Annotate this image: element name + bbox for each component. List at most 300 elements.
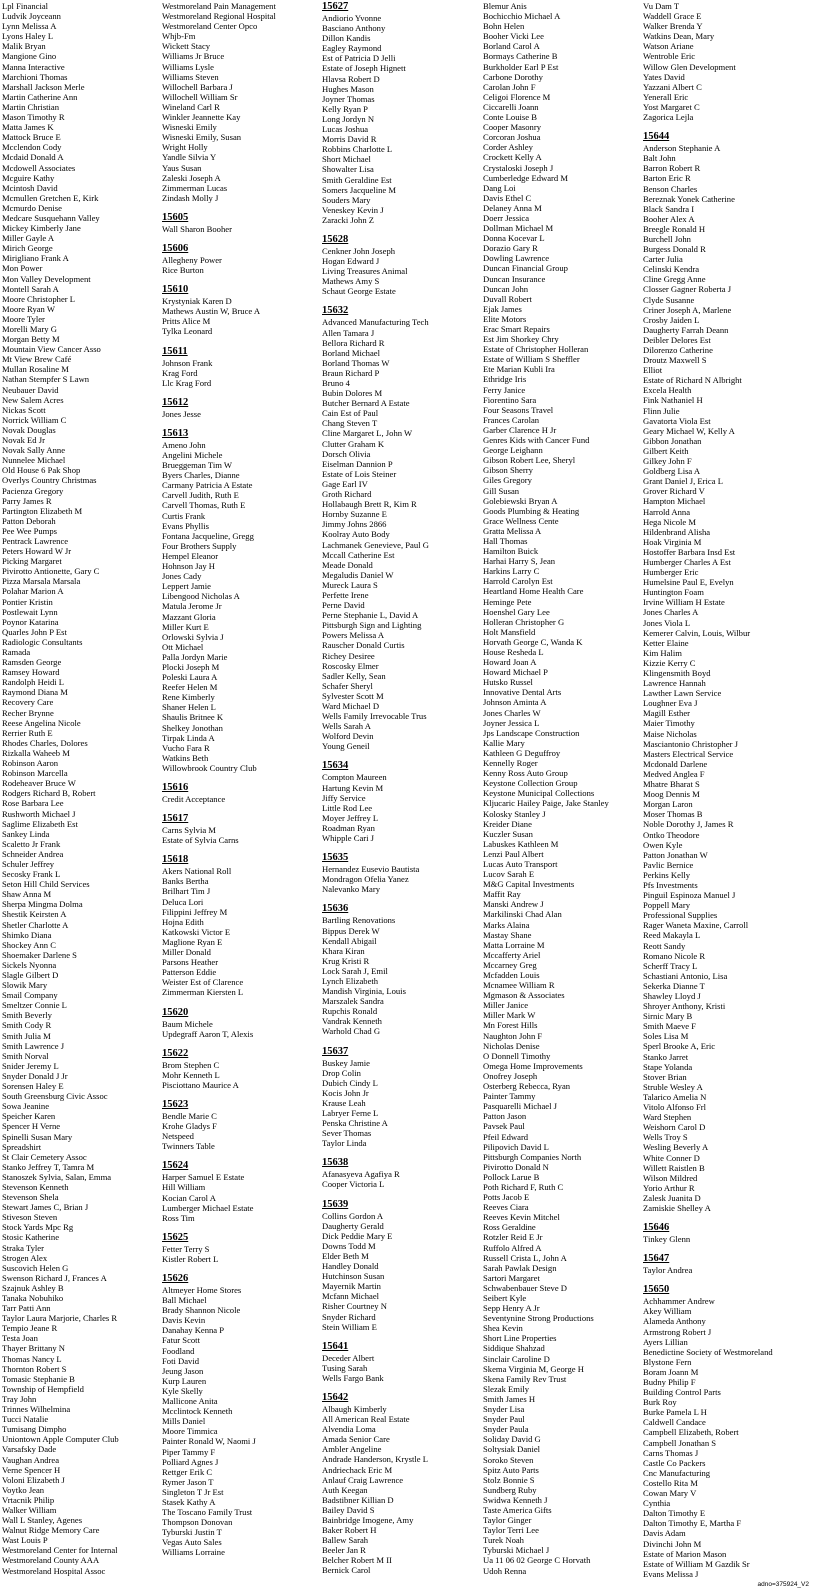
listing-name: Pisciottano Maurice A bbox=[162, 1079, 239, 1090]
listing-name: Rhodes Charles, Dolores bbox=[2, 737, 88, 748]
listing-name: Hall Thomas bbox=[483, 535, 528, 546]
listing-name: Scherff Tracy L bbox=[643, 960, 698, 971]
listing-name: Williams Lysle bbox=[162, 61, 214, 72]
listing-name: Corcoran Joshua bbox=[483, 132, 541, 143]
listing-name: Powers Melissa A bbox=[322, 630, 385, 641]
listing-name: Snyder Richard bbox=[322, 1311, 376, 1322]
zip-code-heading: 15639 bbox=[322, 1198, 349, 1210]
listing-name: Robinson Aaron bbox=[2, 758, 59, 769]
listing-name: Stolz Bonnie S bbox=[483, 1474, 535, 1485]
listing-name: Smith Cody R bbox=[2, 1020, 52, 1031]
listing-name: Jones Viola L bbox=[643, 617, 691, 628]
listing-name: Kurp Lauren bbox=[162, 1375, 207, 1386]
listing-name: Poppell Mary bbox=[643, 900, 691, 911]
listing-name: Miller Gayle A bbox=[2, 233, 55, 244]
listing-name: Perfette Irene bbox=[322, 589, 369, 600]
listing-name: Tucci Natalie bbox=[2, 1414, 49, 1425]
listing-name: Fiorentino Sara bbox=[483, 394, 537, 405]
listing-column-4 bbox=[483, 1, 641, 1576]
listing-name: Rager Waneta Maxine, Carroll bbox=[643, 920, 749, 931]
listing-name: Parsons Heather bbox=[162, 957, 219, 968]
listing-name: Magill Esther bbox=[643, 708, 691, 719]
listing-name: Ayers Lillian bbox=[643, 1336, 688, 1347]
listing-name: Souders Mary bbox=[322, 194, 371, 205]
listing-name: Cenkner John Joseph bbox=[322, 245, 396, 256]
listing-name: Maffit Ray bbox=[483, 889, 521, 900]
listing-name: Mcclendon Cody bbox=[2, 142, 62, 153]
listing-name: Giles Gregory bbox=[483, 475, 532, 486]
listing-name: Reese Angelina Nicole bbox=[2, 717, 81, 728]
listing-name: Akey William bbox=[643, 1306, 692, 1317]
listing-name: Westmoreland Regional Hospital bbox=[162, 11, 276, 22]
zip-code-heading: 15644 bbox=[643, 131, 670, 143]
listing-name: Heminge Pete bbox=[483, 596, 532, 607]
listing-name: Brady Shannon Nicole bbox=[162, 1305, 241, 1316]
listing-name: Lenzi Paul Albert bbox=[483, 848, 544, 859]
listing-name: Mountain View Cancer Asso bbox=[2, 344, 101, 355]
listing-name: Novak Ed Jr bbox=[2, 435, 45, 446]
listing-name: Randolph Heidi L bbox=[2, 677, 65, 688]
listing-name: Crockett Kelly A bbox=[483, 152, 542, 163]
listing-name: Jiffy Service bbox=[322, 792, 366, 803]
listing-name: Brueggeman Tim W bbox=[162, 460, 233, 471]
listing-name: Carolan John F bbox=[483, 81, 536, 92]
listing-name: Mccall Catherine Est bbox=[322, 549, 395, 560]
listing-name: Shelkey Jonothan bbox=[162, 722, 223, 733]
listing-name: Hughes Mason bbox=[322, 83, 374, 94]
listing-name: Seibert Kyle bbox=[483, 1293, 527, 1303]
listing-name: Joyner Thomas bbox=[322, 93, 375, 104]
listing-name: Stevenson Shela bbox=[2, 1192, 59, 1203]
listing-name: Maise Nicholas bbox=[643, 728, 697, 739]
listing-name: Pasquarelli Michael J bbox=[483, 1101, 557, 1112]
listing-name: Yazzani Albert C bbox=[643, 81, 702, 92]
listing-name: Excela Health bbox=[643, 385, 692, 396]
listing-name: Hogan Edward J bbox=[322, 256, 380, 267]
listing-name: Burk Roy bbox=[643, 1397, 677, 1408]
listing-name: Rice Burton bbox=[162, 265, 204, 276]
listing-name: Hlavsa Robert D bbox=[322, 73, 380, 84]
listing-name: Duncan Insurance bbox=[483, 273, 546, 284]
listing-name: Weishorn Carol D bbox=[643, 1122, 706, 1133]
listing-name: Pentrack Lawrence bbox=[2, 535, 69, 546]
listing-name: Walker Brenda Y bbox=[643, 21, 703, 32]
listing-name: Warhold Chad G bbox=[322, 1026, 381, 1037]
listing-name: Sartori Margaret bbox=[483, 1272, 540, 1283]
listing-name: Kreider Diane bbox=[483, 818, 532, 829]
listing-name: Droutz Maxwell S bbox=[643, 355, 707, 366]
listing-name: Wolford Devin bbox=[322, 731, 374, 742]
listing-name: Foti David bbox=[162, 1355, 200, 1366]
listing-name: Ambler Angeline bbox=[322, 1444, 382, 1455]
listing-name: Skema Virginia M, George H bbox=[483, 1363, 584, 1374]
listing-name: Elite Motors bbox=[483, 313, 527, 324]
listing-name: South Greensburg Civic Assoc bbox=[2, 1091, 108, 1102]
listing-name: Labryer Ferne L bbox=[322, 1108, 379, 1118]
listing-name: Lucas Auto Transport bbox=[483, 858, 558, 869]
listing-name: Yandle Silvia Y bbox=[162, 152, 217, 163]
listing-name: Vaughan Andrea bbox=[2, 1454, 60, 1465]
listing-name: Vitolo Alfonso Frl bbox=[643, 1102, 706, 1113]
listing-name: Ua 11 06 02 George C Horvath bbox=[483, 1555, 591, 1566]
listing-name: Slagle Gilbert D bbox=[2, 970, 59, 980]
listing-name: Mgmason & Associates bbox=[483, 990, 565, 1001]
zip-code-heading: 15635 bbox=[322, 852, 349, 864]
listing-name: Bartling Renovations bbox=[322, 915, 396, 926]
listing-name: Gilbert Keith bbox=[643, 445, 689, 456]
listing-name: Wesling Beverly A bbox=[643, 1142, 709, 1153]
listing-name: Pavsek Paul bbox=[483, 1121, 525, 1132]
listing-name: Foodland bbox=[162, 1345, 195, 1356]
listing-name: Heartland Home Health Care bbox=[483, 586, 584, 597]
listing-name: Bendle Marie C bbox=[162, 1110, 217, 1121]
listing-name: Clutter Graham K bbox=[322, 438, 385, 449]
listing-name: Daugherty Gerald bbox=[322, 1220, 384, 1231]
listing-name: Grover Richard V bbox=[643, 486, 705, 497]
listing-name: Fink Nathaniel H bbox=[643, 395, 703, 406]
listing-name: Reed Makayla L bbox=[643, 930, 701, 941]
listing-name: Straka Tyler bbox=[2, 1242, 44, 1253]
listing-name: Humberger Eric bbox=[643, 567, 699, 578]
listing-name: Ruffolo Alfred A bbox=[483, 1242, 542, 1253]
listing-name: Yorio Arthur R bbox=[643, 1182, 695, 1193]
listing-name: Martin Christian bbox=[2, 101, 60, 112]
listing-name: Mandish Virginia, Louis bbox=[322, 986, 406, 997]
listing-name: Allegheny Power bbox=[162, 254, 222, 265]
listing-name: Bruno 4 bbox=[322, 378, 350, 388]
listing-name: Shaner Helen L bbox=[162, 702, 216, 713]
listing-name: The Toscano Family Trust bbox=[162, 1507, 253, 1518]
listing-name: Onofrey Joseph bbox=[483, 1070, 538, 1081]
listing-name: Harrold Carolyn Est bbox=[483, 576, 553, 587]
listing-name: Ramsden George bbox=[2, 657, 62, 668]
listing-name: Badstibner Killian D bbox=[322, 1494, 394, 1505]
listing-name: Mangione Gino bbox=[2, 51, 57, 62]
listing-name: Sylvester Scott M bbox=[322, 690, 384, 701]
listing-name: Alameda Anthony bbox=[643, 1316, 706, 1327]
listing-name: Naughton John F bbox=[483, 1030, 543, 1041]
listing-name: Russell Crista L, John A bbox=[483, 1252, 567, 1263]
listing-name: Bippus Derek W bbox=[322, 925, 380, 936]
listing-name: Ferry Janice bbox=[483, 384, 526, 395]
listing-name: Shockey Ann C bbox=[2, 939, 56, 950]
zip-code-heading: 15611 bbox=[162, 345, 188, 357]
listing-name: Horvath George C, Wanda K bbox=[483, 636, 583, 647]
listing-name: George Leighann bbox=[483, 445, 543, 456]
listing-name: Bubin Dolores M bbox=[322, 388, 383, 399]
listing-name: Risher Courtney N bbox=[322, 1301, 387, 1312]
zip-code-heading: 15647 bbox=[643, 1253, 670, 1265]
listing-name: Howard Michael P bbox=[483, 667, 548, 678]
zip-code-heading: 15612 bbox=[162, 396, 189, 408]
listing-name: Ameno John bbox=[162, 439, 206, 450]
listing-name: Gill Susan bbox=[483, 485, 520, 496]
listing-name: Krag Ford bbox=[162, 367, 198, 378]
listing-name: Mccafferty Ariel bbox=[483, 949, 541, 960]
listing-name: Reeves Ciara bbox=[483, 1202, 529, 1213]
zip-code-heading: 15650 bbox=[643, 1284, 670, 1296]
listing-name: Shoemaker Darlene S bbox=[2, 949, 77, 960]
listing-name: Celinski Kendra bbox=[643, 264, 700, 275]
listing-name: Swenson Richard J, Frances A bbox=[2, 1272, 107, 1283]
listing-name: Willow Glen Development bbox=[643, 61, 736, 72]
listing-name: Lyons Haley L bbox=[2, 31, 54, 42]
listing-name: Hernandez Eusevio Bautista bbox=[322, 864, 420, 875]
listing-name: Four Seasons Travel bbox=[483, 404, 554, 415]
listing-name: Polahar Marion A bbox=[2, 586, 64, 597]
listing-name: Genres Kids with Cancer Fund bbox=[483, 435, 590, 446]
listing-name: Veneskey Kevin J bbox=[322, 204, 384, 215]
listing-name: Tarr Patti Ann bbox=[2, 1303, 51, 1314]
listing-name: Moyer Jeffrey L bbox=[322, 812, 379, 823]
listing-name: Living Treasures Animal bbox=[322, 266, 408, 277]
listing-name: Vucho Fara R bbox=[162, 742, 210, 753]
listing-name: Grant Daniel J, Erica L bbox=[643, 476, 723, 487]
listing-name: Tumisang Dimpho bbox=[2, 1424, 67, 1435]
listing-name: Bailey David S bbox=[322, 1504, 375, 1515]
listing-name: Booher Vicki Lee bbox=[483, 31, 544, 42]
zip-code-heading: 15605 bbox=[162, 211, 189, 223]
listing-name: Mills Daniel bbox=[162, 1416, 206, 1427]
listing-name: Bernick Carol bbox=[322, 1565, 371, 1576]
listing-name: Anderson Stephanie A bbox=[643, 143, 721, 154]
listing-name: Pritts Alice M bbox=[162, 316, 211, 327]
listing-name: Morgan Laron bbox=[643, 799, 693, 810]
listing-name: Vu Dam T bbox=[643, 1, 680, 11]
listing-name: Owen Kyle bbox=[643, 839, 683, 850]
listing-name: Sarah Pawlak Design bbox=[483, 1262, 557, 1273]
listing-name: Burchell John bbox=[643, 233, 691, 244]
listing-name: Peters Howard W Jr bbox=[2, 546, 72, 557]
listing-name: Burkholder Earl P Est bbox=[483, 61, 559, 72]
listing-name: Byers Charles, Dianne bbox=[162, 470, 240, 481]
listing-name: Slowik Mary bbox=[2, 980, 48, 991]
listing-name: Fontana Jacqueline, Gregg bbox=[162, 530, 254, 541]
listing-name: Stewart James C, Brian J bbox=[2, 1202, 89, 1213]
listing-name: Wall L Stanley, Agenes bbox=[2, 1515, 83, 1526]
listing-name: Rodgers Richard B, Robert bbox=[2, 788, 96, 799]
listing-name: Netspeed bbox=[162, 1131, 194, 1142]
listing-name: Snyder Paula bbox=[483, 1424, 529, 1435]
listing-name: Pivirotto Donald N bbox=[483, 1161, 549, 1172]
listing-name: Short Michael bbox=[322, 154, 371, 165]
listing-name: Innovative Dental Arts bbox=[483, 687, 562, 698]
listing-name: Mallicone Anita bbox=[162, 1396, 218, 1407]
listing-name: Winkler Jeannette Kay bbox=[162, 112, 241, 123]
listing-name: Stasek Kathy A bbox=[162, 1496, 216, 1507]
listing-name: Estate of Joseph Hignett bbox=[322, 63, 406, 74]
listing-name: Smith Beverly bbox=[2, 1010, 52, 1021]
listing-name: Rizkalla Waheeb M bbox=[2, 747, 70, 758]
listing-name: Moore Timmica bbox=[162, 1426, 218, 1437]
listing-name: Achhammer Andrew bbox=[643, 1296, 715, 1307]
listing-name: Armstrong Robert J bbox=[643, 1326, 712, 1337]
listing-column-1 bbox=[2, 1, 162, 1576]
listing-name: Holleran Christopher G bbox=[483, 616, 565, 627]
listing-name: Pfs Investments bbox=[643, 879, 698, 890]
listing-name: Beeler Jan R bbox=[322, 1545, 366, 1556]
listing-name: Jps Landscape Construction bbox=[483, 727, 580, 738]
listing-name: Bohn Helen bbox=[483, 21, 525, 32]
listing-name: Marszalek Sandra bbox=[322, 996, 384, 1007]
zip-code-heading: 15636 bbox=[322, 903, 349, 915]
listing-name: Hutchinson Susan bbox=[322, 1271, 385, 1282]
listing-name: Sever Thomas bbox=[322, 1128, 372, 1139]
listing-name: Davis Adam bbox=[643, 1528, 686, 1539]
listing-column-3 bbox=[322, 1, 484, 1576]
listing-name: Miller Mark W bbox=[483, 1010, 536, 1021]
listing-name: Pivirotto Antionette, Gary C bbox=[2, 566, 100, 577]
listing-name: Jones Charles A bbox=[643, 607, 699, 618]
zip-code-heading: 15610 bbox=[162, 284, 189, 296]
listing-name: Corder Ashley bbox=[483, 142, 533, 153]
listing-name: Alvendia Loma bbox=[322, 1424, 376, 1435]
listing-name: Deluca Lori bbox=[162, 896, 204, 907]
listing-name: Willowbrook Country Club bbox=[162, 762, 257, 773]
listing-name: Seventynine Strong Productions bbox=[483, 1313, 594, 1324]
listing-name: Closser Gagner Roberta J bbox=[643, 284, 732, 295]
listing-name: Patton Deborah bbox=[2, 515, 56, 526]
listing-name: Matta Lorraine M bbox=[483, 939, 545, 950]
listing-name: Zimmerman Lucas bbox=[162, 182, 228, 193]
listing-name: Recovery Care bbox=[2, 697, 54, 708]
listing-name: Rauscher Donald Curtis bbox=[322, 640, 405, 651]
listing-name: Brilhart Tim J bbox=[162, 886, 211, 897]
listing-name: Jones Cady bbox=[162, 571, 202, 582]
listing-name: Showalter Lisa bbox=[322, 164, 374, 175]
listing-name: Rushworth Michael J bbox=[2, 808, 76, 819]
listing-name: Skena Family Rev Trust bbox=[483, 1373, 567, 1384]
listing-name: Tyburski Justin T bbox=[162, 1527, 222, 1538]
listing-name: Spreadshirt bbox=[2, 1141, 42, 1152]
listing-name: Taylor Laura Marjorie, Charles R bbox=[2, 1313, 118, 1324]
listing-name: Tanaka Nobuhiko bbox=[2, 1293, 64, 1303]
listing-name: Zalesk Juanita D bbox=[643, 1192, 701, 1203]
listing-name: Reeves Kevin Mitchel bbox=[483, 1212, 560, 1223]
listing-name: Martin Catherine Ann bbox=[2, 91, 78, 102]
listing-name: Cline Gregg Anne bbox=[643, 274, 706, 285]
listing-name: Pontier Kristin bbox=[2, 596, 53, 607]
listing-name: Ball Michael bbox=[162, 1295, 207, 1306]
listing-name: Miller Donald bbox=[162, 947, 211, 958]
listing-name: Sowa Jeanine bbox=[2, 1101, 50, 1112]
listing-name: Shimko Diana bbox=[2, 929, 52, 940]
listing-name: Kyle Skelly bbox=[162, 1385, 203, 1396]
listing-name: Masters Electrical Service bbox=[643, 748, 734, 759]
listing-name: Rotzler Reid E Jr bbox=[483, 1232, 543, 1243]
listing-name: Shea Kevin bbox=[483, 1323, 523, 1334]
listing-name: Nicholas Denise bbox=[483, 1040, 540, 1051]
listing-name: Sperl Brooke A, Eric bbox=[643, 1041, 716, 1052]
listing-name: Leppert Jamie bbox=[162, 581, 211, 592]
listing-name: Yenerall Eric bbox=[643, 91, 689, 102]
listing-name: Smith Norval bbox=[2, 1050, 49, 1061]
listing-name: Mccarney Greg bbox=[483, 959, 537, 970]
listing-name: Ramsey Howard bbox=[2, 667, 60, 678]
listing-name: Schwabenbauer Steve D bbox=[483, 1282, 567, 1293]
listing-name: Balt John bbox=[643, 153, 676, 164]
listing-name: All American Real Estate bbox=[322, 1414, 410, 1425]
zip-code-heading: 15626 bbox=[162, 1273, 189, 1284]
listing-name: Seton Hill Child Services bbox=[2, 879, 90, 890]
listing-name: Schneider Andrea bbox=[2, 848, 64, 859]
listing-name: Raymond Diana M bbox=[2, 687, 68, 698]
listing-name: Burgess Donald R bbox=[643, 244, 706, 255]
listing-name: Kendall Abigail bbox=[322, 935, 377, 946]
listing-name: Howard Joan A bbox=[483, 657, 537, 668]
listing-name: Mathews Austin W, Bruce A bbox=[162, 306, 261, 317]
listing-name: Reott Sandy bbox=[643, 940, 686, 951]
listing-name: Dorazio Gary R bbox=[483, 243, 538, 254]
listing-name: Eiselman Dannion P bbox=[322, 458, 393, 469]
listing-name: Stevenson Kenneth bbox=[2, 1181, 69, 1192]
listing-name: Wilson Mildred bbox=[643, 1172, 698, 1183]
listing-name: Testa Joan bbox=[2, 1333, 38, 1344]
zip-code-heading: 15625 bbox=[162, 1231, 189, 1243]
listing-name: Kim Halim bbox=[643, 647, 682, 658]
listing-name: Kenny Ross Auto Group bbox=[483, 768, 568, 779]
listing-name: Frances Carolan bbox=[483, 414, 540, 425]
listing-name: Short Line Properties bbox=[483, 1333, 557, 1344]
listing-name: Lock Sarah J, Emil bbox=[322, 965, 388, 976]
listing-name: Perne David bbox=[322, 600, 365, 611]
listing-name: New Salem Acres bbox=[2, 394, 64, 405]
listing-name: Dilorenzo Catherine bbox=[643, 345, 713, 355]
listing-name: Collins Gordon A bbox=[322, 1210, 384, 1221]
listing-name: Hoenshel Gary Lee bbox=[483, 606, 550, 617]
listing-name: Ciccarelli Joann bbox=[483, 101, 539, 112]
listing-name: Akers National Roll bbox=[162, 866, 232, 877]
zip-code-heading: 15622 bbox=[162, 1047, 189, 1059]
listing-name: Criner Joseph A, Marlene bbox=[643, 304, 732, 315]
zip-code-heading: 15628 bbox=[322, 233, 349, 245]
listing-name: Old House 6 Pak Shop bbox=[2, 465, 81, 476]
listing-name: Hildenbrand Alisha bbox=[643, 526, 711, 537]
listing-name: Handley Donald bbox=[322, 1261, 379, 1272]
listing-name: Davis Ethel C bbox=[483, 192, 532, 203]
listing-name: Smith Geraldine Est bbox=[322, 174, 392, 185]
zip-code-heading: 15637 bbox=[322, 1045, 349, 1057]
listing-name: Crystaloski Joseph J bbox=[483, 162, 554, 173]
listing-name: Gilkey John F bbox=[643, 456, 692, 467]
listing-name: Stape Yolanda bbox=[643, 1061, 693, 1072]
listing-name: Poth Richard F, Ruth C bbox=[483, 1181, 564, 1192]
listing-name: Reefer Helen M bbox=[162, 682, 218, 693]
listing-name: Swidwa Kenneth J bbox=[483, 1494, 548, 1505]
listing-name: Pavlic Bernice bbox=[643, 859, 694, 870]
listing-name: Westmoreland Center for Internal bbox=[2, 1545, 118, 1556]
listing-name: Malik Bryan bbox=[2, 41, 46, 52]
listing-name: Ballew Sarah bbox=[322, 1535, 369, 1546]
listing-name: Lawrence Hannah bbox=[643, 678, 706, 689]
listing-name: Ott Michael bbox=[162, 641, 204, 652]
listing-name: Eagley Raymond bbox=[322, 43, 382, 54]
listing-name: Ward Michael D bbox=[322, 701, 380, 711]
listing-name: Struble Wesley A bbox=[643, 1081, 703, 1092]
listing-name: Banks Bertha bbox=[162, 876, 209, 887]
listing-name: Osterberg Rebecca, Ryan bbox=[483, 1081, 571, 1092]
listing-name: Auth Keegan bbox=[322, 1484, 368, 1495]
listing-name: Jones Jesse bbox=[162, 408, 201, 419]
listing-name: Nickas Scott bbox=[2, 404, 46, 415]
listing-name: Roscosky Elmer bbox=[322, 660, 379, 671]
listing-name: Wells Troy S bbox=[643, 1132, 688, 1143]
listing-name: Krohe Gladys F bbox=[162, 1121, 217, 1132]
listing-name: House Resheda L bbox=[483, 647, 544, 657]
listing-name: Joyner Jessica L bbox=[483, 717, 540, 728]
listing-name: Andriechack Eric M bbox=[322, 1464, 393, 1475]
listing-name: Barton Eric R bbox=[643, 173, 691, 184]
